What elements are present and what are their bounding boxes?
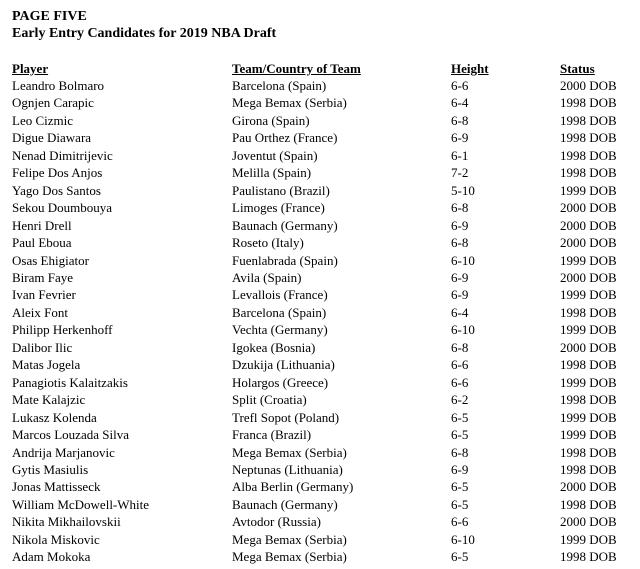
player-name-cell: Leo Cizmic	[12, 112, 74, 128]
table-row	[12, 304, 632, 321]
height-cell: 6-9	[451, 461, 469, 477]
table-row	[12, 374, 632, 391]
height-cell: 6-5	[451, 549, 469, 565]
height-cell: 6-9	[451, 130, 469, 146]
status-cell: 1998 DOB	[560, 112, 617, 128]
table-row	[12, 112, 632, 129]
height-cell: 6-6	[451, 374, 469, 390]
height-cell: 5-10	[451, 182, 475, 198]
table-body	[12, 77, 632, 566]
status-cell: 2000 DOB	[560, 217, 617, 233]
team-country-cell: Franca (Brazil)	[232, 427, 312, 443]
team-country-cell: Joventut (Spain)	[232, 147, 318, 163]
status-cell: 2000 DOB	[560, 514, 617, 530]
player-name-cell: Gytis Masiulis	[12, 461, 89, 477]
status-cell: 1998 DOB	[560, 130, 617, 146]
status-cell: 1998 DOB	[560, 444, 617, 460]
player-name-cell: Nikola Miskovic	[12, 531, 100, 547]
status-cell: 2000 DOB	[560, 235, 617, 251]
status-cell: 2000 DOB	[560, 479, 617, 495]
team-country-cell: Roseto (Italy)	[232, 235, 304, 251]
height-cell: 6-9	[451, 269, 469, 285]
status-cell: 1998 DOB	[560, 392, 617, 408]
status-cell: 1999 DOB	[560, 322, 617, 338]
team-country-cell: Holargos (Greece)	[232, 374, 329, 390]
height-cell: 6-10	[451, 252, 475, 268]
table-row	[12, 444, 632, 461]
height-cell: 6-8	[451, 112, 469, 128]
player-name-cell: Ognjen Carapic	[12, 95, 94, 111]
team-country-cell: Mega Bemax (Serbia)	[232, 531, 347, 547]
height-cell: 6-5	[451, 409, 469, 425]
status-cell: 1998 DOB	[560, 147, 617, 163]
height-cell: 6-9	[451, 217, 469, 233]
team-country-cell: Barcelona (Spain)	[232, 304, 327, 320]
height-cell: 6-1	[451, 147, 469, 163]
status-cell: 1998 DOB	[560, 549, 617, 565]
team-country-cell: Igokea (Bosnia)	[232, 339, 316, 355]
table-row	[12, 286, 632, 303]
status-cell: 1999 DOB	[560, 427, 617, 443]
status-cell: 1998 DOB	[560, 357, 617, 373]
table-row	[12, 356, 632, 373]
status-cell: 2000 DOB	[560, 339, 617, 355]
player-name-cell: Nikita Mikhailovskii	[12, 514, 121, 530]
status-cell: 1998 DOB	[560, 304, 617, 320]
table-row	[12, 548, 632, 565]
team-country-cell: Neptunas (Lithuania)	[232, 461, 343, 477]
player-name-cell: Yago Dos Santos	[12, 182, 101, 198]
player-name-cell: Matas Jogela	[12, 357, 81, 373]
player-name-cell: Henri Drell	[12, 217, 72, 233]
table-row	[12, 478, 632, 495]
height-cell: 6-6	[451, 78, 469, 93]
status-cell: 1999 DOB	[560, 409, 617, 425]
height-cell: 6-5	[451, 496, 469, 512]
table-row	[12, 321, 632, 338]
column-header-status: Status	[560, 61, 595, 76]
status-cell: 1999 DOB	[560, 374, 617, 390]
player-name-cell: William McDowell-White	[12, 496, 150, 512]
status-cell: 1998 DOB	[560, 165, 617, 181]
status-cell: 1999 DOB	[560, 182, 617, 198]
table-header-row	[12, 61, 632, 77]
player-name-cell: Marcos Louzada Silva	[12, 427, 129, 443]
table-row	[12, 147, 632, 164]
table-row	[12, 531, 632, 548]
team-country-cell: Mega Bemax (Serbia)	[232, 444, 347, 460]
player-name-cell: Paul Eboua	[12, 235, 72, 251]
player-name-cell: Biram Faye	[12, 269, 74, 285]
team-country-cell: Mega Bemax (Serbia)	[232, 95, 347, 111]
page-label: PAGE FIVE	[12, 9, 87, 24]
status-cell: 1999 DOB	[560, 252, 617, 268]
player-name-cell: Philipp Herkenhoff	[12, 322, 113, 338]
height-cell: 6-8	[451, 444, 469, 460]
table-row	[12, 94, 632, 111]
team-country-cell: Girona (Spain)	[232, 112, 310, 128]
player-name-cell: Adam Mokoka	[12, 549, 91, 565]
player-name-cell: Aleix Font	[12, 304, 68, 320]
height-cell: 6-5	[451, 427, 469, 443]
team-country-cell: Baunach (Germany)	[232, 496, 338, 512]
table-row	[12, 217, 632, 234]
table-row	[12, 129, 632, 146]
column-header-team: Team/Country of Team	[232, 61, 361, 76]
player-name-cell: Panagiotis Kalaitzakis	[12, 374, 128, 390]
status-cell: 2000 DOB	[560, 200, 617, 216]
player-name-cell: Ivan Fevrier	[12, 287, 76, 303]
player-name-cell: Mate Kalajzic	[12, 392, 86, 408]
team-country-cell: Limoges (France)	[232, 200, 325, 216]
status-cell: 2000 DOB	[560, 78, 617, 93]
player-name-cell: Sekou Doumbouya	[12, 200, 113, 216]
status-cell: 2000 DOB	[560, 269, 617, 285]
table-row	[12, 339, 632, 356]
team-country-cell: Split (Croatia)	[232, 392, 307, 408]
table-row	[12, 409, 632, 426]
status-cell: 1998 DOB	[560, 461, 617, 477]
team-country-cell: Paulistano (Brazil)	[232, 182, 330, 198]
team-country-cell: Baunach (Germany)	[232, 217, 338, 233]
height-cell: 6-4	[451, 95, 469, 111]
table-row	[12, 252, 632, 269]
document-page	[12, 8, 632, 566]
table-row	[12, 164, 632, 181]
status-cell: 1999 DOB	[560, 531, 617, 547]
column-header-player: Player	[12, 61, 49, 76]
team-country-cell: Melilla (Spain)	[232, 165, 312, 181]
team-country-cell: Pau Orthez (France)	[232, 130, 338, 146]
table-row	[12, 269, 632, 286]
player-name-cell: Osas Ehigiator	[12, 252, 89, 268]
player-name-cell: Nenad Dimitrijevic	[12, 147, 113, 163]
table-row	[12, 461, 632, 478]
player-name-cell: Leandro Bolmaro	[12, 78, 105, 93]
document-title: Early Entry Candidates for 2019 NBA Draft	[12, 26, 277, 41]
candidates-table	[12, 61, 632, 566]
table-row	[12, 199, 632, 216]
team-country-cell: Trefl Sopot (Poland)	[232, 409, 340, 425]
column-header-height: Height	[451, 61, 489, 76]
height-cell: 6-4	[451, 304, 469, 320]
player-name-cell: Jonas Mattisseck	[12, 479, 101, 495]
team-country-cell: Dzukija (Lithuania)	[232, 357, 335, 373]
height-cell: 7-2	[451, 165, 469, 181]
height-cell: 6-9	[451, 287, 469, 303]
height-cell: 6-5	[451, 479, 469, 495]
height-cell: 6-6	[451, 514, 469, 530]
height-cell: 6-10	[451, 531, 475, 547]
team-country-cell: Alba Berlin (Germany)	[232, 479, 354, 495]
team-country-cell: Vechta (Germany)	[232, 322, 328, 338]
team-country-cell: Levallois (France)	[232, 287, 328, 303]
table-row	[12, 182, 632, 199]
team-country-cell: Avtodor (Russia)	[232, 514, 321, 530]
table-row	[12, 234, 632, 251]
table-row	[12, 426, 632, 443]
status-cell: 1998 DOB	[560, 95, 617, 111]
height-cell: 6-8	[451, 339, 469, 355]
table-row	[12, 391, 632, 408]
team-country-cell: Mega Bemax (Serbia)	[232, 549, 347, 565]
height-cell: 6-2	[451, 392, 469, 408]
table-row	[12, 77, 632, 94]
player-name-cell: Andrija Marjanovic	[12, 444, 115, 460]
table-row	[12, 513, 632, 530]
table-row	[12, 496, 632, 513]
team-country-cell: Avila (Spain)	[232, 269, 302, 285]
height-cell: 6-6	[451, 357, 469, 373]
player-name-cell: Felipe Dos Anjos	[12, 165, 103, 181]
team-country-cell: Barcelona (Spain)	[232, 78, 327, 93]
player-name-cell: Digue Diawara	[12, 130, 92, 146]
player-name-cell: Lukasz Kolenda	[12, 409, 97, 425]
height-cell: 6-8	[451, 235, 469, 251]
height-cell: 6-8	[451, 200, 469, 216]
height-cell: 6-10	[451, 322, 475, 338]
status-cell: 1999 DOB	[560, 287, 617, 303]
status-cell: 1998 DOB	[560, 496, 617, 512]
team-country-cell: Fuenlabrada (Spain)	[232, 252, 338, 268]
player-name-cell: Dalibor Ilic	[12, 339, 73, 355]
